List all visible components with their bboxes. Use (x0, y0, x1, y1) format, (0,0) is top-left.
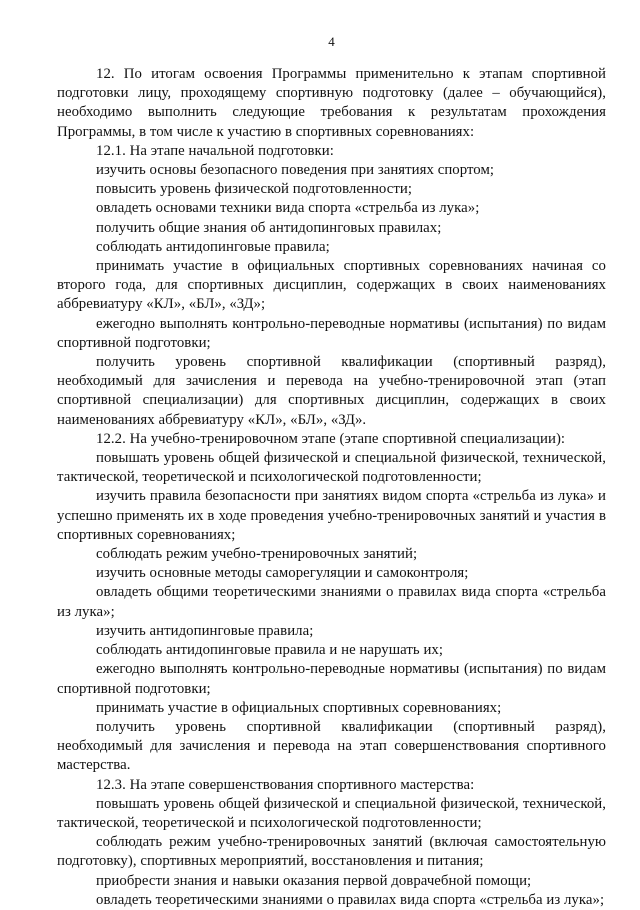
paragraph: изучить правила безопасности при занятиях видом спорта «стрельба из лука» и успешно применять их в ходе проведения учебно-тренировочных занятий и участия в спортивных соревнованиях; (57, 488, 606, 543)
paragraph: изучить антидопинговые правила; (96, 622, 314, 639)
paragraph: получить общие знания об антидопинговых правилах; (96, 219, 442, 236)
paragraph: получить уровень спортивной квалификации (спортивный разряд), необходимый для зачисления и перевода на учебно-тренировочной этап (этап спортивной специализации) для спортивных дисциплин, содержащих в своих наименованиях аббревиатуру «КЛ», «БЛ», «ЗД». (57, 354, 606, 428)
paragraph: изучить основные методы саморегуляции и самоконтроля; (96, 565, 469, 582)
paragraph: 12.2. На учебно-тренировочном этапе (этапе спортивной специализации): (96, 430, 566, 447)
paragraph: 12.3. На этапе совершенствования спортивного мастерства: (96, 776, 475, 793)
paragraph: соблюдать антидопинговые правила; (96, 238, 330, 255)
paragraph: ежегодно выполнять контрольно-переводные нормативы (испытания) по видам спортивной подготовки; (57, 661, 606, 697)
paragraph: повысить уровень физической подготовленности; (96, 181, 412, 198)
paragraph: овладеть общими теоретическими знаниями о правилах вида спорта «стрельба из лука»; (57, 584, 606, 620)
paragraph: принимать участие в официальных спортивных соревнованиях; (96, 699, 502, 716)
paragraph: ежегодно выполнять контрольно-переводные нормативы (испытания) по видам спортивной подготовки; (57, 315, 606, 351)
paragraph: соблюдать режим учебно-тренировочных занятий (включая самостоятельную подготовку), спортивных мероприятий, восстановления и питания; (57, 834, 606, 870)
paragraph: получить уровень спортивной квалификации (спортивный разряд), необходимый для зачисления и перевода на этап совершенствования спортивного мастерства. (57, 718, 606, 774)
paragraph: изучить основы безопасного поведения при занятиях спортом; (96, 162, 495, 179)
paragraph: повышать уровень общей физической и специальной физической, технической, тактической, теоретической и психологической подготовленности; (57, 450, 606, 486)
paragraph: приобрести знания и навыки оказания первой доврачебной помощи; (96, 872, 532, 889)
document-body (57, 65, 606, 910)
paragraph: принимать участие в официальных спортивных соревнованиях начиная со второго года, для спортивных дисциплин, содержащих в своих наименованиях аббревиатуру «КЛ», «БЛ», «ЗД»; (57, 258, 606, 313)
paragraph: соблюдать антидопинговые правила и не нарушать их; (96, 642, 444, 659)
paragraph: повышать уровень общей физической и специальной физической, технической, тактической, теоретической и психологической подготовленности; (57, 795, 606, 831)
paragraph: 12. По итогам освоения Программы применительно к этапам спортивной подготовки лицу, проходящему спортивную подготовку (далее – обучающийся), необходимо выполнить следующие требования к результатам прохождения Программы, в том числе к участию в спортивных соревнованиях: (57, 66, 606, 140)
paragraph: овладеть теоретическими знаниями о правилах вида спорта «стрельба из лука»; (96, 891, 605, 908)
paragraph: овладеть основами техники вида спорта «стрельба из лука»; (96, 200, 480, 217)
paragraph: соблюдать режим учебно-тренировочных занятий; (96, 546, 418, 563)
page-number: 4 (328, 34, 335, 49)
paragraph: 12.1. На этапе начальной подготовки: (96, 142, 334, 159)
